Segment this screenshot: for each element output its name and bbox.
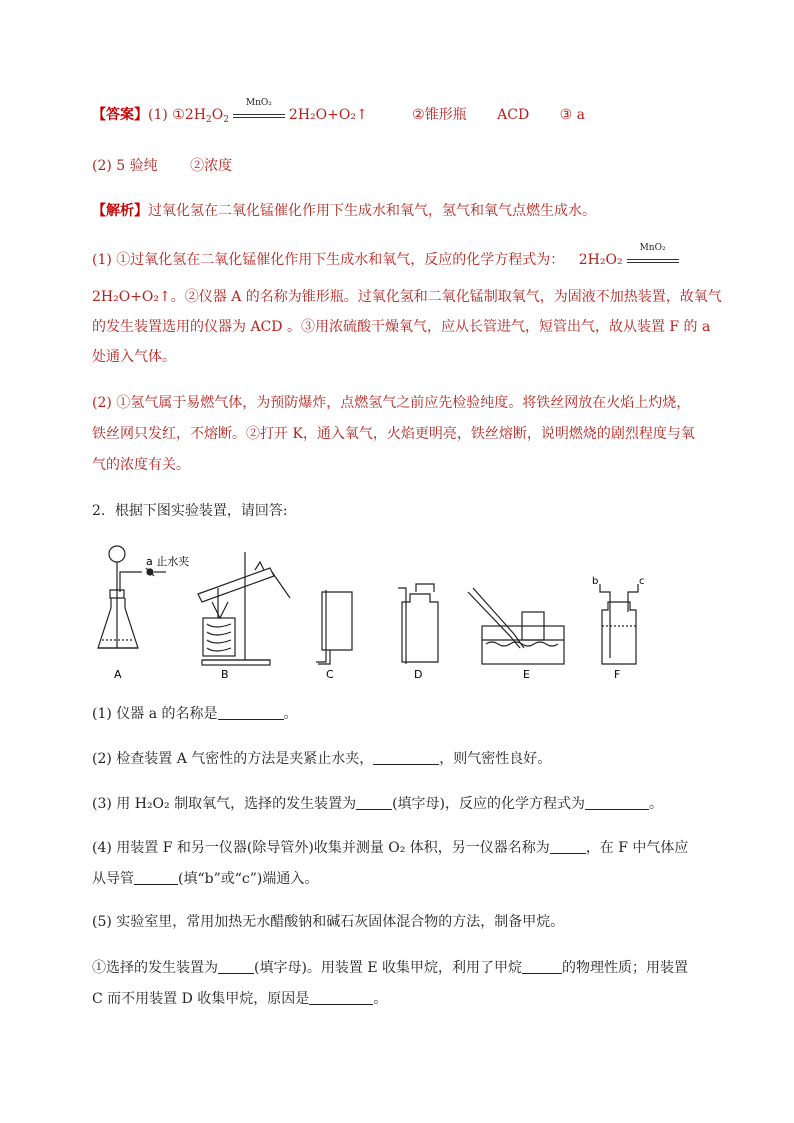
- analysis-intro: 过氧化氢在二氧化锰催化作用下生成水和氧气，氢气和氧气点燃生成水。: [148, 203, 596, 219]
- analysis-line-4: 处通入气体。: [92, 349, 176, 365]
- question-4: (4) 用装置 F 和另一仪器(除导管外)收集并测量 O₂ 体积，另一仪器名称为 ，在 F 中气体应: [92, 840, 689, 856]
- figure-label-d: D: [414, 668, 423, 681]
- figure-label-f: F: [614, 668, 621, 681]
- answer-part3: ACD: [497, 107, 530, 123]
- apparatus-c: [316, 590, 352, 664]
- answer-part4: ③ a: [559, 107, 586, 123]
- analysis-line-2: 2H₂O+O₂↑。②仪器 A 的名称为锥形瓶。过氧化氢和二氧化锰制取氧气，为固液不加热装置，故氧气: [92, 289, 722, 305]
- answer-line2-a: (2) 5 验纯: [92, 158, 158, 174]
- analysis-line-3: 的发生装置选用的仪器为 ACD 。③用浓硫酸干燥氧气，应从长管进气，短管出气，故从装置 F 的 a: [92, 319, 711, 335]
- answer-part2: ②锥形瓶: [412, 107, 467, 123]
- apparatus-b: [198, 552, 290, 665]
- answer-line-1: [92, 98, 586, 130]
- answer-blank[interactable]: [356, 795, 392, 810]
- equation-right: 2H₂O+O₂↑: [288, 107, 368, 123]
- answer-blank[interactable]: [218, 705, 284, 720]
- analysis-catalyst-equals: MnO₂: [625, 250, 681, 270]
- apparatus-figure: [90, 540, 650, 685]
- catalyst-equals: [231, 98, 287, 125]
- apparatus-d: [398, 584, 438, 664]
- answer-blank[interactable]: [134, 870, 178, 885]
- question-3: (3) 用 H₂O₂ 制取氧气，选择的发生装置为 (填字母)，反应的化学方程式为 。: [92, 796, 664, 812]
- question-4-cont: 从导管 (填“b”或“c”)端通入。: [92, 871, 319, 887]
- answer-part1-prefix: (1) ①: [148, 107, 185, 123]
- analysis-eq-left: 2H₂O₂: [578, 252, 623, 268]
- answer-blank[interactable]: [373, 750, 439, 765]
- apparatus-f: [600, 584, 638, 664]
- figure-label-a: A: [114, 668, 122, 681]
- analysis-line-5: (2) ①氢气属于易燃气体，为预防爆炸，点燃氢气之前应先检验纯度。将铁丝网放在火焰上灼烧，: [92, 395, 691, 411]
- answer-blank[interactable]: [309, 990, 373, 1005]
- equation-left: $2H_2O_2$: [184, 107, 229, 125]
- figure-label-port-b: b: [592, 576, 599, 587]
- question-title: 2．根据下图实验装置，请回答:: [92, 503, 288, 519]
- figure-label-c: C: [326, 668, 334, 681]
- figure-label-b: B: [221, 668, 229, 681]
- question-5-1: ①选择的发生装置为 (填字母)。用装置 E 收集甲烷，利用了甲烷 的物理性质；用装置: [92, 960, 689, 976]
- answer-tag: 【答案】: [92, 107, 148, 123]
- analysis-line-7: 气的浓度有关。: [92, 457, 190, 473]
- analysis-line-1: (1) ①过氧化氢在二氧化锰催化作用下生成水和氧气，反应的化学方程式为： 2H₂O₂ MnO₂: [92, 250, 683, 270]
- answer-blank[interactable]: [550, 839, 586, 854]
- analysis-intro-line: [92, 201, 596, 221]
- answer-blank[interactable]: [585, 795, 649, 810]
- figure-label-port-c: c: [639, 576, 645, 587]
- apparatus-e: [468, 588, 564, 664]
- question-5: (5) 实验室里，常用加热无水醋酸钠和碱石灰固体混合物的方法，制备甲烷。: [92, 914, 565, 930]
- question-5-2: C 而不用装置 D 收集甲烷，原因是 。: [92, 991, 388, 1007]
- figure-label-clip: a 止水夹: [146, 555, 190, 568]
- catalyst-label: MnO₂: [245, 98, 272, 108]
- question-2: (2) 检查装置 A 气密性的方法是夹紧止水夹， ，则气密性良好。: [92, 751, 552, 767]
- analysis-line-6: 铁丝网只发红，不熔断。②打开 K，通入氧气，火焰更明亮，铁丝熔断，说明燃烧的剧烈程度与氧: [92, 426, 695, 442]
- answer-line2-b: ②浓度: [190, 158, 233, 174]
- figure-label-e: E: [523, 668, 530, 681]
- answer-blank[interactable]: [522, 959, 562, 974]
- question-1: (1) 仪器 a 的名称是 。: [92, 706, 298, 722]
- analysis-tag: 【解析】: [92, 203, 148, 219]
- answer-blank[interactable]: [218, 959, 254, 974]
- answer-line-2: [92, 156, 232, 176]
